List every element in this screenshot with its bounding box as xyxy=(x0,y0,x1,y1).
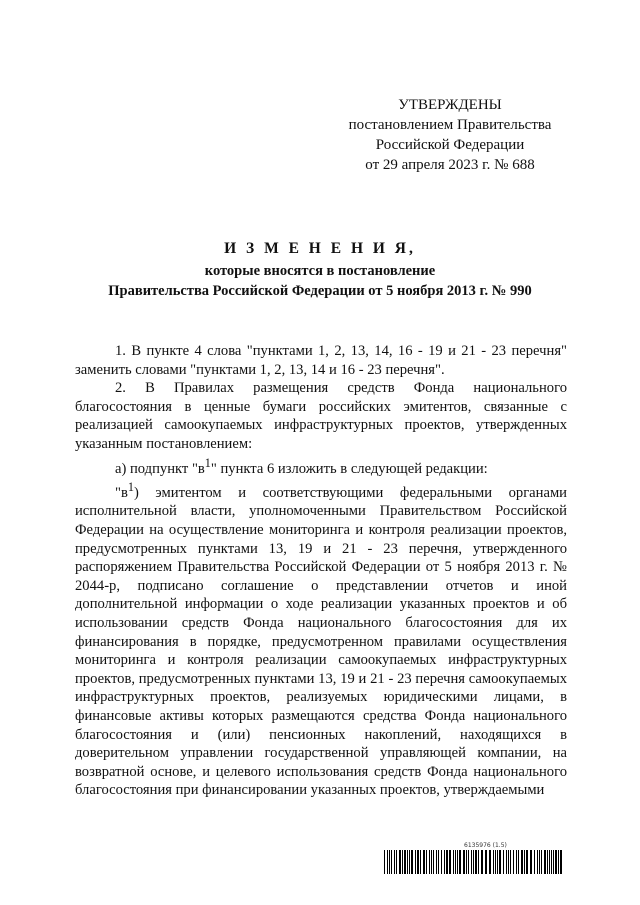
paragraph-text: " пункта 6 изложить в следующей редакции: xyxy=(210,460,488,477)
approval-line: Российской Федерации xyxy=(375,137,525,153)
approval-title: УТВЕРЖДЕНЫ xyxy=(398,97,502,113)
paragraph xyxy=(75,478,567,800)
paragraph-text: "в xyxy=(115,484,128,501)
superscript: 1 xyxy=(204,455,211,470)
superscript: 1 xyxy=(127,480,134,495)
approval-block xyxy=(340,95,560,175)
approval-date: от 29 апреля 2023 г. № 688 xyxy=(365,157,535,173)
barcode-number: 6135976 (1.5) xyxy=(464,842,507,849)
paragraph: 2. В Правилах размещения средств Фонда национального благосостояния в ценные бумаги российских эмитентов, связанные с реализацией самоокупаемых инфраструктурных проектов, утвержденных указанным постановлением: xyxy=(75,380,567,452)
barcode xyxy=(384,850,562,874)
document-subtitle: которые вносятся в постановление xyxy=(204,263,436,279)
paragraph-text: а) подпункт "в xyxy=(115,460,205,477)
approval-line: постановлением Правительства xyxy=(348,117,552,133)
document-subtitle: Правительства Российской Федерации от 5 ноября 2013 г. № 990 xyxy=(108,283,532,299)
document-body xyxy=(75,342,567,800)
document-title: И З М Е Н Е Н И Я, xyxy=(224,240,416,257)
paragraph-text: ) эмитентом и соответствующими федеральными органами исполнительной власти, уполномоченными Правительством Российской Федерации на осуществление мониторинга и контроля реализации проектов, предусмотренных пунктами 13, 19 и 21 - 23 перечня, утвержденного распоряжением Правительства Российской Федерации от 5 ноября 2013 г. № 2044-р, подписано соглашение о представлении отчетов и иной дополнительной информации о ходе реализации указанных проектов и об использовании средств Фонда национального благосостояния для их финансирования в порядке, предусмотренном правилами осуществления мониторинга и контроля реализации самоокупаемых инфраструктурных проектов, предусмотренных пунктами 13, 19 и 21 - 23 перечня самоокупаемых инфраструктурных проектов, реализуемых юридическими лицами, в финансовые активы которых размещаются средства Фонда национального благосостояния и (или) пенсионных накоплений, находящихся в доверительном управлении государственной управляющей компании, на возвратной основе, и целевого использования средств Фонда национального благосостояния при финансировании указанных проектов, утверждаемыми xyxy=(75,484,567,799)
paragraph: 1. В пункте 4 слова "пунктами 1, 2, 13, 14, 16 - 19 и 21 - 23 перечня" заменить словами "пунктами 1, 2, 13, 14 и 16 - 23 перечня". xyxy=(75,343,567,378)
paragraph xyxy=(75,454,567,478)
